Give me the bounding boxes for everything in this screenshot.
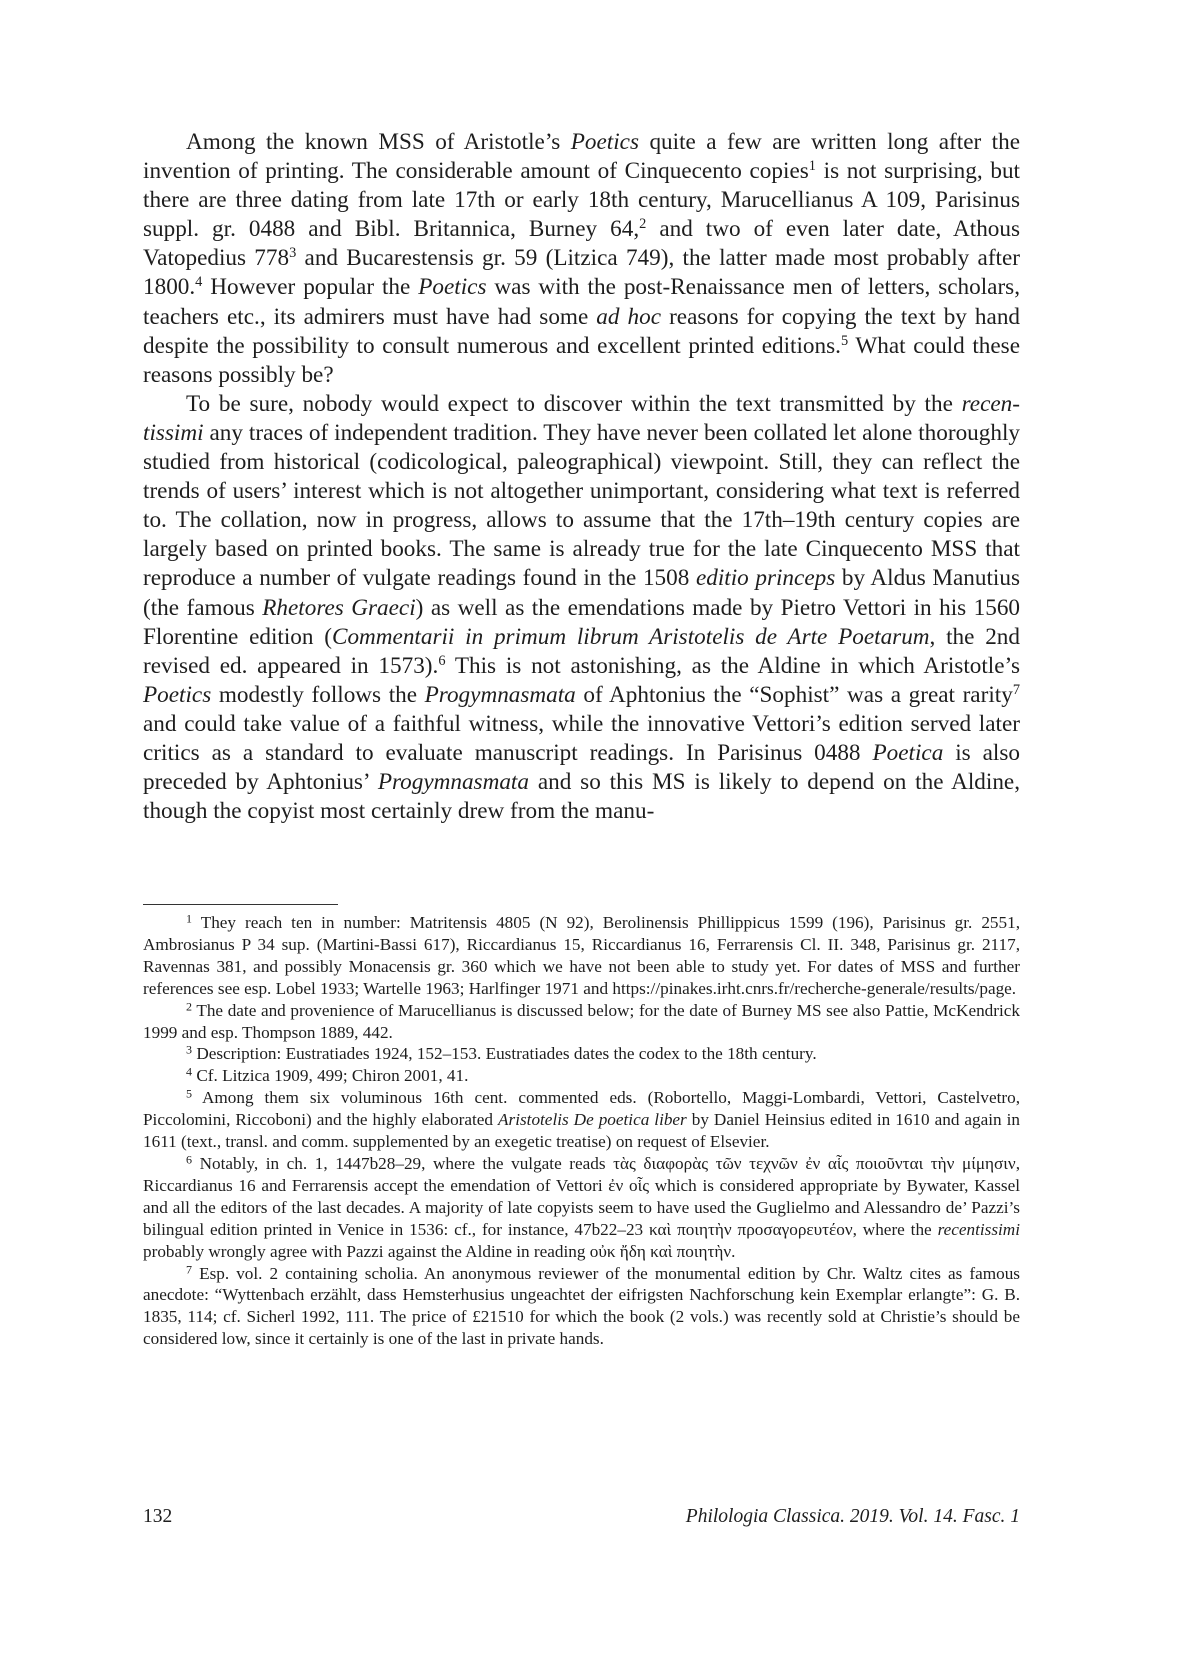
footnote-text: by Daniel Heinsius edited in 1610 and again in 1611 (text., transl. and comm. supplemented by an exegetic treatise) on request of Elsevier. xyxy=(143,1110,1020,1152)
footnote-number: 3 xyxy=(186,1043,193,1058)
footnote-4 xyxy=(143,1065,1020,1087)
footnote-text: probably wrongly agree with Pazzi against the Aldine in reading οὐκ ἤδη καὶ ποιητὴν. xyxy=(143,1241,736,1261)
text-run: reasons for copying the text by hand despite the possibility to consult numerous and excellent printed editions. xyxy=(143,303,1021,359)
italic-run: Progymnasmata xyxy=(424,681,576,708)
text-run: and two of even later date, Athous Vatopedius 778 xyxy=(143,216,1021,272)
footnotes xyxy=(143,912,1020,1350)
footnote-ref-2[interactable]: 2 xyxy=(639,216,647,233)
footnote-ref-5[interactable]: 5 xyxy=(840,332,849,349)
text-run: This is not astonishing, as the Aldine in which Aristotle’s xyxy=(445,652,1020,679)
italic-run: Progymnasmata xyxy=(377,769,529,796)
page-footer xyxy=(143,1506,1020,1536)
main-text xyxy=(143,128,1020,826)
footnote-number: 4 xyxy=(186,1064,193,1079)
text-run: any traces of independent tradition. They have never been collated let alone thoroughly studied from historical (codicological, paleographical) viewpoint. Still, they can reflect the trends of users’ interest which is not altogether unimportant, considering what text is referred to. The collation, now in progress, allows to assume that the 17th–19th century copies are largely based on printed books. The same is already true for the late Cinquecento MSS that reproduce a number of vulgate readings found in the 1508 xyxy=(143,419,1020,592)
text-run: , the 2nd revised ed. appeared in 1573). xyxy=(143,623,1020,679)
text-run: and so this MS is likely to depend on the Aldine, though the copyist most certainly drew from the manu- xyxy=(143,769,1020,825)
footnote-ref-1[interactable]: 1 xyxy=(808,158,816,175)
text-run: What could these reasons possibly be? xyxy=(143,332,1020,388)
text-run: and could take value of a faithful witness, while the innovative Vettori’s edition served later critics as a standard to evaluate manuscript readings. In Parisinus 0488 xyxy=(143,710,1020,766)
italic-run: Poetica xyxy=(872,739,944,766)
text-run: by Aldus Manutius (the famous xyxy=(143,565,1020,621)
footnote-ref-6[interactable]: 6 xyxy=(438,652,446,669)
footnote-ref-4[interactable]: 4 xyxy=(195,274,203,291)
footnote-2 xyxy=(143,1000,1020,1044)
footnote-text: Description: Eustratiades 1924, 152–153. Eustratiades dates the codex to the 18th century. xyxy=(192,1044,817,1064)
footnote-number: 2 xyxy=(186,999,193,1014)
footnote-text: Notably, in ch. 1, 1447b28–29, where the vulgate reads τὰς διαφορὰς τῶν τεχνῶν ἐν αἷς ποιοῦνται τὴν μίμησιν, Riccardianus 16 and Ferrarensis accept the emendation of Vettori ἐν οἷς which is considered appropriate by Bywater, Kassel and all the editors of the last decades. A majority of late copyists seem to have used the Guglielmo and Alessandro de’ Pazzi’s bilingual edition printed in Venice in 1536: cf., for instance, 47b22–23 καὶ ποιητὴν προσαγορευτέον, where the xyxy=(143,1153,1020,1239)
text-run: was with the post-Renaissance men of letters, scholars, teachers etc., its admirers must have had some xyxy=(143,274,1020,330)
text-run: ) as well as the emendations made by Pietro Vettori in his 1560 Florentine edition ( xyxy=(143,594,1021,650)
text-run: However popular the xyxy=(202,274,419,301)
text-run: To be sure, nobody would expect to discover within the text transmitted by the xyxy=(186,390,962,417)
footnote-3 xyxy=(143,1043,1020,1065)
footnote-ref-7[interactable]: 7 xyxy=(1012,681,1020,698)
italic-run: Rhetores Graeci xyxy=(262,594,416,621)
italic-run: ad hoc xyxy=(596,303,662,330)
text-run: is also preceded by Aphtonius’ xyxy=(143,739,1020,796)
italic-run: recentissimi xyxy=(937,1219,1020,1239)
footnote-text: Cf. Litzica 1909, 499; Chiron 2001, 41. xyxy=(192,1066,469,1086)
journal-citation: Philologia Classica. 2019. Vol. 14. Fasc. 1 xyxy=(685,1506,1020,1527)
italic-run: recentissimi xyxy=(143,390,1020,446)
page-number: 132 xyxy=(143,1506,173,1527)
footnote-6 xyxy=(143,1153,1020,1263)
italic-run: Aristotelis De poetica liber xyxy=(498,1110,687,1130)
footnote-text: The date and provenience of Marucellianus is discussed below; for the date of Burney MS see also Pattie, McKendrick 1999 and esp. Thompson 1889, 442. xyxy=(143,1000,1020,1042)
paragraph-1 xyxy=(143,128,1020,390)
footnote-text: They reach ten in number: Matritensis 4805 (N 92), Berolinensis Phillippicus 1599 (196), Parisinus gr. 2551, Ambrosianus P 34 sup. (Martini-Bassi 617), Riccardianus 15, Riccardianus 16, Ferrarensis Cl. II. 348, Parisinus gr. 2117, Ravennas 381, and possibly Monacensis gr. 360 which we have not been able to study yet. For dates of MSS and further references see esp. Lobel 1933; Wartelle 1963; Harlfinger 1971 and https://pinakes.irht.cnrs.fr/recherche-generale/results/page. xyxy=(143,913,1020,998)
italic-run: editio princeps xyxy=(695,565,836,592)
italic-run: Poetics xyxy=(418,274,487,301)
footnote-number: 7 xyxy=(186,1262,193,1277)
footnote-number: 1 xyxy=(186,911,193,926)
footnote-number: 5 xyxy=(186,1086,193,1101)
footnote-separator xyxy=(143,904,338,905)
text-run: is not surprising, but there are three dating from late 17th or early 18th century, Marucellianus A 109, Parisinus suppl. gr. 0488 and Bibl. Britannica, Burney 64, xyxy=(143,158,1020,243)
footnote-number: 6 xyxy=(186,1152,193,1167)
italic-run: Commentarii in primum librum Aristotelis de Arte Poetarum xyxy=(331,623,930,650)
text-run: modestly follows the xyxy=(211,681,425,708)
footnote-1 xyxy=(143,912,1020,1000)
text-run: Among the known MSS of Aristotle’s xyxy=(186,129,571,155)
footnote-ref-3[interactable]: 3 xyxy=(289,245,297,262)
footnote-text: Among them six voluminous 16th cent. commented eds. (Robortello, Maggi-Lombardi, Vettori, Castelvetro, Piccolomini, Riccoboni) and the highly elaborated xyxy=(143,1088,1020,1130)
text-run: of Aphtonius the “Sophist” was a great rarity xyxy=(575,681,1013,708)
text-run: and Bucarestensis gr. 59 (Litzica 749), the latter made most probably after 1800. xyxy=(143,245,1020,301)
footnote-5 xyxy=(143,1087,1020,1153)
footnote-text: Esp. vol. 2 containing scholia. An anonymous reviewer of the monumental edition by Chr. Waltz cites as famous anecdote: “Wyttenbach erzählt, dass Hemsterhusius ungeachtet der eifrigsten Nachforschung kein Exemplar erlangte”: G. B. 1835, 114; cf. Sicherl 1992, 111. The price of £21510 for which the book (2 vols.) was recently sold at Christie’s should be considered low, since it certainly is one of the last in private hands. xyxy=(143,1263,1020,1349)
paragraph-2 xyxy=(143,390,1020,826)
italic-run: Poetics xyxy=(143,681,212,708)
italic-run: Poetics xyxy=(570,129,639,155)
footnote-7 xyxy=(143,1263,1020,1351)
text-run: quite a few are written long after the invention of printing. The considerable amount of Cinquecento copies xyxy=(143,129,1020,185)
